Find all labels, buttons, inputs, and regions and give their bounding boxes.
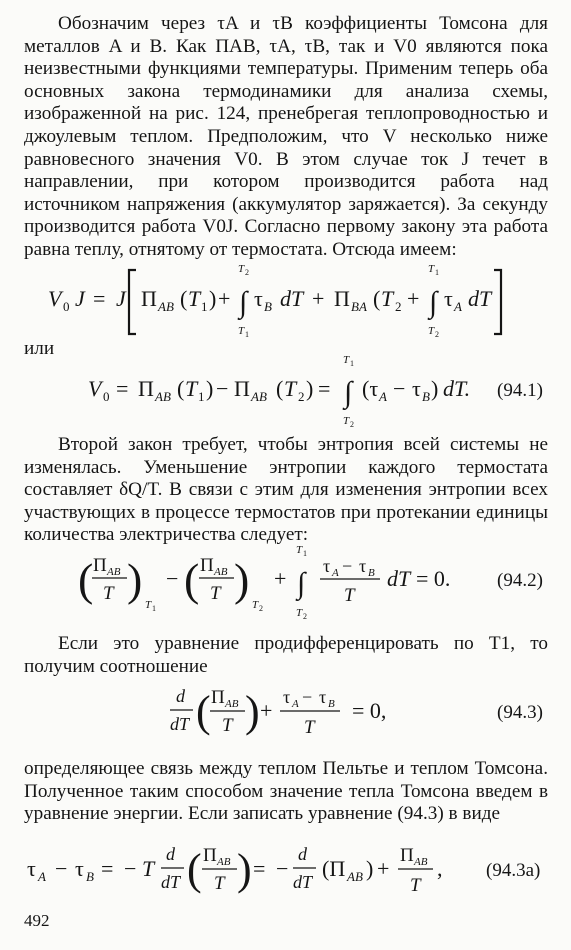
svg-text:τ: τ bbox=[254, 286, 263, 311]
svg-text:T: T bbox=[252, 599, 259, 611]
equation-94-1-number: (94.1) bbox=[497, 380, 543, 401]
equation-94-3 bbox=[0, 680, 571, 760]
equation-94-2 bbox=[0, 545, 571, 625]
svg-text:1: 1 bbox=[435, 268, 439, 277]
svg-text:BA: BA bbox=[351, 299, 367, 314]
svg-text:dT: dT bbox=[170, 714, 190, 734]
svg-text:τ: τ bbox=[323, 556, 331, 576]
svg-text:−: − bbox=[216, 376, 229, 401]
svg-text:A: A bbox=[379, 389, 387, 404]
svg-text:2: 2 bbox=[435, 330, 439, 339]
svg-text:Π: Π bbox=[203, 845, 217, 866]
equation-94-2-render bbox=[0, 545, 571, 625]
svg-text:T: T bbox=[344, 585, 355, 606]
svg-text:): ) bbox=[245, 687, 260, 736]
svg-text:d: d bbox=[176, 686, 185, 706]
svg-text:T: T bbox=[238, 263, 245, 275]
svg-text:dT: dT bbox=[387, 566, 411, 591]
svg-text:T: T bbox=[185, 376, 198, 401]
equation-94-3a-render bbox=[0, 838, 571, 918]
svg-text:AB: AB bbox=[225, 698, 239, 710]
svg-text:∫: ∫ bbox=[239, 286, 248, 319]
svg-text:): ) bbox=[366, 856, 374, 881]
svg-text:T: T bbox=[210, 583, 221, 604]
svg-text:dT: dT bbox=[161, 872, 181, 892]
svg-text:B: B bbox=[86, 869, 94, 884]
svg-text:A: A bbox=[332, 567, 339, 579]
svg-text:−: − bbox=[55, 856, 68, 881]
svg-text:+: + bbox=[260, 698, 273, 723]
svg-text:2: 2 bbox=[303, 612, 307, 621]
svg-text:τ: τ bbox=[444, 286, 453, 311]
svg-text:τ: τ bbox=[319, 687, 327, 707]
svg-text:T: T bbox=[145, 599, 152, 611]
paragraph-intro: Обозначим через τA и τB коэффициенты Томсона для металлов A и B. Как ΠAB, τA, τB, так и V0 являются пока неизвестными функциями температуры. Применим теперь оба основных закона термодинамики для анализа схемы, изображенной на рис. 124, пренебрегая теплопроводностью и джоулевым теплом. Предположим, что V несколько ниже равновесного значения V0. В этом случае ток J течет в направлении, при котором производится работа над источником напряжения (аккумулятор заряжается). За секунду производится работа V0J. Согласно первому закону эта работа равна теплу, отнятому от термостата. Отсюда имеем: bbox=[24, 13, 548, 260]
equation-94-2-number: (94.2) bbox=[497, 570, 543, 591]
svg-text:1: 1 bbox=[198, 389, 205, 404]
svg-text:2: 2 bbox=[350, 420, 354, 429]
svg-text:dT: dT bbox=[468, 286, 492, 311]
svg-text:(: ( bbox=[177, 376, 185, 401]
svg-text:T: T bbox=[410, 875, 421, 896]
svg-text:AB: AB bbox=[414, 856, 428, 868]
svg-text:(τ: (τ bbox=[362, 376, 379, 401]
svg-text:2: 2 bbox=[259, 604, 263, 613]
svg-text:T: T bbox=[428, 325, 435, 337]
svg-text:T: T bbox=[142, 856, 155, 881]
svg-text:1: 1 bbox=[201, 299, 208, 314]
svg-text:0: 0 bbox=[103, 389, 110, 404]
svg-text:): ) bbox=[209, 286, 217, 311]
svg-text:(: ( bbox=[78, 554, 94, 605]
svg-text:+: + bbox=[274, 566, 287, 591]
svg-text:B: B bbox=[264, 299, 272, 314]
svg-text:T: T bbox=[343, 354, 350, 366]
svg-text:=: = bbox=[318, 376, 331, 401]
svg-text:(Π: (Π bbox=[322, 856, 346, 881]
svg-text:Π: Π bbox=[400, 845, 414, 866]
svg-text:τ: τ bbox=[27, 856, 36, 881]
svg-text:(: ( bbox=[180, 286, 188, 311]
svg-text:,: , bbox=[437, 856, 443, 881]
svg-text:A: A bbox=[292, 698, 299, 710]
svg-text:T: T bbox=[428, 263, 435, 275]
svg-text:dT: dT bbox=[280, 286, 304, 311]
svg-text:2: 2 bbox=[245, 268, 249, 277]
svg-text:V: V bbox=[48, 286, 62, 311]
svg-text:Π: Π bbox=[93, 555, 107, 576]
svg-text:τ: τ bbox=[283, 687, 291, 707]
equation-94-1-render bbox=[0, 354, 571, 438]
svg-text:1: 1 bbox=[303, 549, 307, 558]
equation-94-3a bbox=[0, 838, 571, 918]
svg-text:2: 2 bbox=[395, 299, 402, 314]
svg-text:=: = bbox=[93, 286, 106, 311]
svg-text:B: B bbox=[328, 698, 335, 710]
svg-text:−: − bbox=[124, 856, 137, 881]
svg-text:): ) bbox=[234, 554, 250, 605]
svg-text:∫: ∫ bbox=[429, 286, 438, 319]
svg-text:τ: τ bbox=[359, 556, 367, 576]
svg-text:A: A bbox=[454, 299, 462, 314]
svg-text:): ) bbox=[206, 376, 214, 401]
svg-text:τ: τ bbox=[75, 856, 84, 881]
equation-work bbox=[0, 260, 571, 340]
svg-text:Π: Π bbox=[200, 555, 214, 576]
svg-text:(: ( bbox=[196, 687, 211, 736]
paragraph-differentiate: Если это уравнение продифференцировать по T1, то получим соотношение bbox=[24, 633, 548, 677]
svg-text:T: T bbox=[343, 415, 350, 427]
svg-text:1: 1 bbox=[245, 330, 249, 339]
svg-text:= 0,: = 0, bbox=[352, 698, 387, 723]
svg-text:−: − bbox=[302, 687, 313, 707]
svg-text:B: B bbox=[368, 567, 375, 579]
svg-text:2: 2 bbox=[298, 389, 305, 404]
svg-text:+: + bbox=[218, 286, 231, 311]
paragraph-second-law: Второй закон требует, чтобы энтропия всей системы не изменялась. Уменьшение энтропии каждого термостата составляет δQ/T. В связи с этим для изменения энтропии всех участвующих в процессе термостатов при протекании единицы количества электричества следует: bbox=[24, 434, 548, 546]
svg-text:+: + bbox=[312, 286, 325, 311]
svg-text:τ: τ bbox=[412, 376, 421, 401]
equation-94-3-number: (94.3) bbox=[497, 702, 543, 723]
svg-text:+: + bbox=[377, 856, 390, 881]
svg-text:Π: Π bbox=[234, 376, 250, 401]
svg-text:AB: AB bbox=[214, 566, 228, 578]
svg-text:−: − bbox=[276, 856, 289, 881]
svg-text:AB: AB bbox=[217, 856, 231, 868]
equation-work-render bbox=[0, 260, 571, 340]
svg-text:Π: Π bbox=[334, 286, 350, 311]
svg-text:T: T bbox=[296, 544, 303, 556]
svg-text:=: = bbox=[101, 856, 114, 881]
svg-text:B: B bbox=[422, 389, 430, 404]
svg-text:d: d bbox=[166, 844, 175, 864]
svg-text:dT.: dT. bbox=[443, 376, 471, 401]
svg-text:0: 0 bbox=[63, 299, 70, 314]
svg-text:V: V bbox=[88, 376, 102, 401]
svg-text:∫: ∫ bbox=[297, 567, 306, 600]
svg-text:−: − bbox=[166, 566, 179, 591]
svg-text:T: T bbox=[188, 286, 201, 311]
svg-text:T: T bbox=[222, 715, 233, 736]
svg-text:d: d bbox=[298, 844, 307, 864]
svg-text:dT: dT bbox=[293, 872, 313, 892]
equation-94-3a-number: (94.3а) bbox=[486, 860, 541, 881]
svg-text:(: ( bbox=[276, 376, 284, 401]
svg-text:=: = bbox=[116, 376, 129, 401]
svg-text:): ) bbox=[237, 845, 252, 894]
svg-text:Π: Π bbox=[211, 687, 225, 708]
svg-text:A: A bbox=[38, 869, 46, 884]
svg-text:(: ( bbox=[187, 845, 202, 894]
svg-text:Π: Π bbox=[138, 376, 154, 401]
svg-text:=: = bbox=[253, 856, 266, 881]
svg-text:T: T bbox=[214, 873, 225, 894]
svg-text:J: J bbox=[75, 286, 85, 311]
svg-text:AB: AB bbox=[155, 389, 171, 404]
svg-text:): ) bbox=[306, 376, 314, 401]
equation-94-1 bbox=[0, 354, 571, 438]
equation-94-3-render bbox=[0, 680, 571, 760]
svg-text:): ) bbox=[431, 376, 439, 401]
paragraph-peltier-thomson: определяющее связь между теплом Пельтье и теплом Томсона. Полученное таким способом значение тепла Томсона введем в уравнение энергии. Если записать уравнение (94.3) в виде bbox=[24, 758, 548, 825]
svg-text:1: 1 bbox=[152, 604, 156, 613]
svg-text:(: ( bbox=[373, 286, 381, 311]
svg-text:T: T bbox=[296, 607, 303, 619]
svg-text:T: T bbox=[304, 717, 315, 738]
word-ili: или bbox=[24, 338, 55, 359]
svg-text:T: T bbox=[238, 325, 245, 337]
svg-text:= 0.: = 0. bbox=[416, 566, 451, 591]
svg-text:AB: AB bbox=[158, 299, 174, 314]
svg-text:AB: AB bbox=[347, 869, 363, 884]
svg-text:AB: AB bbox=[107, 566, 121, 578]
svg-text:J: J bbox=[116, 286, 126, 311]
svg-text:1: 1 bbox=[350, 359, 354, 368]
svg-text:+: + bbox=[407, 286, 420, 311]
svg-text:T: T bbox=[284, 376, 297, 401]
page-number: 492 bbox=[24, 911, 50, 930]
svg-text:T: T bbox=[381, 286, 394, 311]
svg-text:T: T bbox=[103, 583, 114, 604]
svg-text:−: − bbox=[342, 556, 353, 576]
svg-text:AB: AB bbox=[251, 389, 267, 404]
svg-text:Π: Π bbox=[141, 286, 157, 311]
svg-text:): ) bbox=[127, 554, 143, 605]
svg-text:−: − bbox=[393, 376, 406, 401]
svg-text:∫: ∫ bbox=[344, 376, 353, 409]
svg-text:(: ( bbox=[184, 554, 200, 605]
